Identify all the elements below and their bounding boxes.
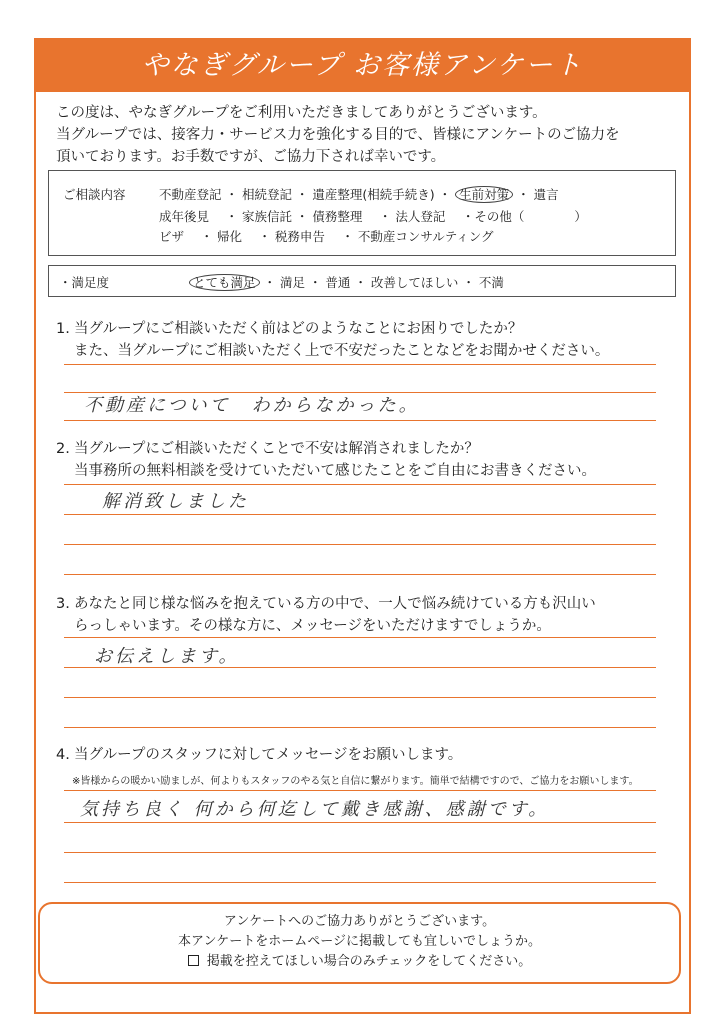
satisfaction-row bbox=[189, 273, 504, 291]
handwritten-answer-4: 気持ち良く 何から何迄して戴き感謝、感謝です。 bbox=[80, 799, 550, 820]
consultation-options: ・ 遺言 bbox=[517, 187, 559, 202]
question-text: らっしゃいます。その様な方に、メッセージをいただけますでしょうか。 bbox=[74, 618, 551, 634]
consultation-options: 不動産登記 ・ 相続登記 ・ 遺産整理(相続手続き) ・ bbox=[159, 187, 452, 202]
question-text: 当グループにご相談いただくことで不安は解消されましたか？ bbox=[74, 441, 479, 457]
footer-thanks: アンケートへのご協力ありがとうございます。 bbox=[223, 914, 496, 929]
question-2 bbox=[56, 438, 596, 482]
consultation-row: ビザ ・ 帰化 ・ 税務申告 ・ 不動産コンサルティング bbox=[159, 229, 494, 244]
handwritten-answer-3: お伝えします。 bbox=[94, 646, 240, 667]
consultation-row: 成年後見 ・ 家族信託 ・ 債務整理 ・ 法人登記 ・その他（ ） bbox=[159, 209, 587, 224]
answer-line bbox=[64, 790, 656, 791]
question-number: 1. bbox=[56, 321, 70, 337]
question-text: 当事務所の無料相談を受けていただいて感じたことをご自由にお書きください。 bbox=[74, 463, 596, 479]
footer-box bbox=[38, 902, 681, 984]
footer-question: 本アンケートをホームページに掲載しても宜しいでしょうか。 bbox=[178, 934, 541, 949]
intro-line: 頂いております。お手数ですが、ご協力下されば幸いです。 bbox=[56, 149, 446, 165]
consultation-label: ご相談内容 bbox=[63, 187, 126, 202]
footer-check-row bbox=[40, 952, 679, 972]
answer-line bbox=[64, 420, 656, 421]
intro-line: この度は、やなぎグループをご利用いただきましてありがとうございます。 bbox=[56, 105, 547, 121]
satisfaction-box bbox=[48, 265, 676, 297]
publish-opt-out-checkbox[interactable] bbox=[188, 955, 199, 966]
answer-line bbox=[64, 727, 656, 728]
satisfaction-selected: とても満足 bbox=[189, 274, 260, 291]
handwritten-answer-2: 解消致しました bbox=[102, 491, 249, 512]
question-3 bbox=[56, 593, 596, 637]
question-4 bbox=[56, 744, 462, 766]
answer-line bbox=[64, 822, 656, 823]
question-number: 4. bbox=[56, 747, 70, 763]
answer-line bbox=[64, 574, 656, 575]
handwritten-answer-1: 不動産について わからなかった。 bbox=[84, 395, 420, 416]
answer-line bbox=[64, 697, 656, 698]
consultation-selected: 生前対策 bbox=[455, 186, 513, 203]
consultation-box bbox=[48, 170, 676, 256]
intro-line: 当グループでは、接客力・サービス力を強化する目的で、皆様にアンケートのご協力を bbox=[56, 127, 620, 143]
answer-line bbox=[64, 514, 656, 515]
answer-line bbox=[64, 364, 656, 365]
intro-text bbox=[56, 102, 686, 168]
page-title: やなぎグループ お客様アンケート bbox=[36, 40, 689, 92]
footer-check-label: 掲載を控えてほしい場合のみチェックをしてください。 bbox=[206, 954, 532, 969]
question-4-note: ※皆様からの暖かい励ましが、何よりもスタッフのやる気と自信に繋がります。簡単で結構ですので、ご協力をお願いします。 bbox=[72, 776, 639, 787]
satisfaction-options: ・ 満足 ・ 普通 ・ 改善してほしい ・ 不満 bbox=[263, 275, 504, 290]
question-text: あなたと同じ様な悩みを抱えている方の中で、一人で悩み続けている方も沢山い bbox=[74, 596, 596, 612]
answer-line bbox=[64, 544, 656, 545]
question-1 bbox=[56, 318, 609, 362]
answer-line bbox=[64, 484, 656, 485]
consultation-row bbox=[159, 185, 559, 203]
question-text: 当グループにご相談いただく前はどのようなことにお困りでしたか？ bbox=[74, 321, 523, 337]
question-text: 当グループのスタッフに対してメッセージをお願いします。 bbox=[74, 747, 463, 763]
answer-line bbox=[64, 882, 656, 883]
question-text: また、当グループにご相談いただく上で不安だったことなどをお聞かせください。 bbox=[74, 343, 610, 359]
satisfaction-label: ・満足度 bbox=[59, 275, 110, 290]
answer-line bbox=[64, 852, 656, 853]
answer-line bbox=[64, 637, 656, 638]
question-number: 3. bbox=[56, 596, 70, 612]
question-number: 2. bbox=[56, 441, 70, 457]
